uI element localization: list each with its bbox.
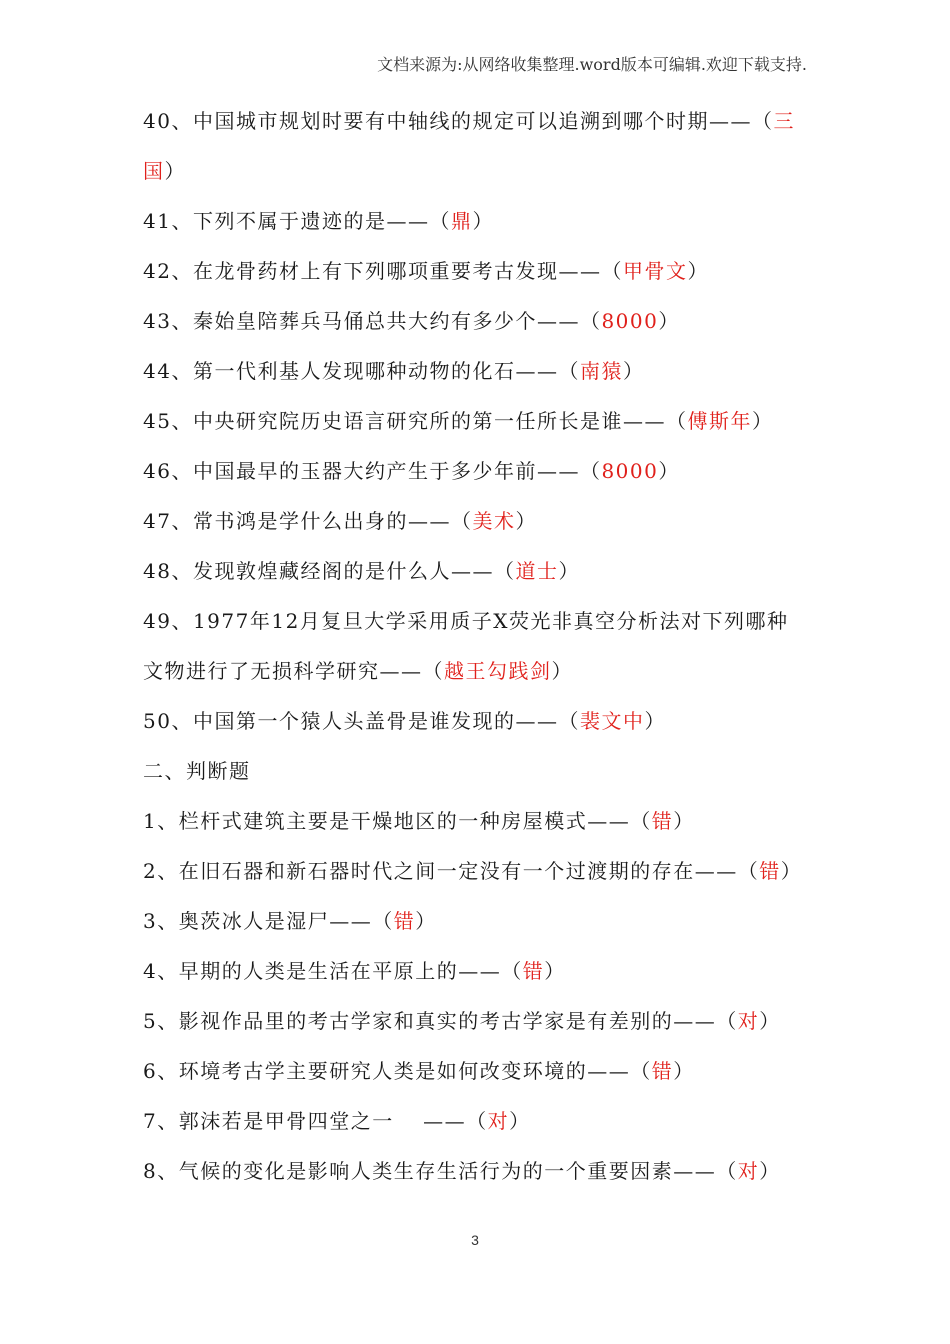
text-line <box>143 346 811 396</box>
section-heading <box>143 746 811 796</box>
closing-paren: ） <box>415 909 437 933</box>
text-line <box>143 546 811 596</box>
question-text: 2、在旧石器和新石器时代之间一定没有一个过渡期的存在——（ <box>143 859 760 883</box>
text-line <box>143 1096 811 1146</box>
question-text: 7、郭沫若是甲骨四堂之一 ——（ <box>143 1109 488 1133</box>
closing-paren: ） <box>759 1009 781 1033</box>
closing-paren: ） <box>164 159 186 183</box>
page-header: 文档来源为:从网络收集整理.word版本可编辑.欢迎下载支持. <box>377 55 807 74</box>
text-line <box>143 496 811 546</box>
question-text: 6、环境考古学主要研究人类是如何改变环境的——（ <box>143 1059 652 1083</box>
answer-text: 国 <box>143 159 165 183</box>
text-line <box>143 96 811 146</box>
question-text: 42、在龙骨药材上有下列哪项重要考古发现——（ <box>143 259 623 283</box>
text-line <box>143 846 811 896</box>
question-text: 3、奥茨冰人是湿尸——（ <box>143 909 394 933</box>
question-text: 文物进行了无损科学研究——（ <box>143 659 444 683</box>
question-text: 50、中国第一个猿人头盖骨是谁发现的——（ <box>143 709 580 733</box>
question-text: 43、秦始皇陪葬兵马俑总共大约有多少个——（ <box>143 309 602 333</box>
closing-paren: ） <box>622 359 645 383</box>
text-line <box>143 446 811 496</box>
answer-text: 错 <box>651 1059 674 1083</box>
text-line <box>143 1046 811 1096</box>
answer-text: 三 <box>773 109 795 133</box>
text-line <box>143 646 811 696</box>
text-line <box>143 796 811 846</box>
closing-paren: ） <box>558 559 580 583</box>
closing-paren: ） <box>509 1109 531 1133</box>
closing-paren: ） <box>759 1159 781 1183</box>
answer-text: 错 <box>522 959 545 983</box>
answer-text: 裴文中 <box>579 709 645 733</box>
text-line <box>143 696 811 746</box>
question-text: 4、早期的人类是生活在平原上的——（ <box>143 959 523 983</box>
text-line <box>143 196 811 246</box>
text-line <box>143 596 811 646</box>
closing-paren: ） <box>515 509 537 533</box>
answer-text: 美术 <box>472 509 516 533</box>
answer-text: 道士 <box>515 559 559 583</box>
answer-text: 南猿 <box>579 359 623 383</box>
question-text: 5、影视作品里的考古学家和真实的考古学家是有差别的——（ <box>143 1009 738 1033</box>
answer-text: 错 <box>759 859 781 883</box>
closing-paren: ） <box>687 259 709 283</box>
closing-paren: ） <box>644 709 666 733</box>
page-number: 3 <box>471 1232 479 1248</box>
question-text: 45、中央研究院历史语言研究所的第一任所长是谁——（ <box>143 409 688 433</box>
question-text: 49、1977年12月复旦大学采用质子X荧光非真空分析法对下列哪种 <box>143 609 789 633</box>
question-text: 40、中国城市规划时要有中轴线的规定可以追溯到哪个时期——（ <box>143 109 774 133</box>
text-line <box>143 396 811 446</box>
question-text: 8、气候的变化是影响人类生存生活行为的一个重要因素——（ <box>143 1159 738 1183</box>
closing-paren: ） <box>551 659 573 683</box>
answer-text: 对 <box>737 1159 760 1183</box>
document-body <box>143 96 811 1196</box>
closing-paren: ） <box>673 809 695 833</box>
question-text: 41、下列不属于遗迹的是——（ <box>143 209 451 233</box>
answer-text: 8000 <box>601 459 659 483</box>
question-text: 46、中国最早的玉器大约产生于多少年前——（ <box>143 459 602 483</box>
answer-text: 错 <box>651 809 674 833</box>
answer-text: 越王勾践剑 <box>444 659 552 683</box>
closing-paren: ） <box>472 209 494 233</box>
question-text: 44、第一代利基人发现哪种动物的化石——（ <box>143 359 580 383</box>
closing-paren: ） <box>658 459 680 483</box>
text-line <box>143 246 811 296</box>
answer-text: 对 <box>487 1109 510 1133</box>
text-line <box>143 946 811 996</box>
closing-paren: ） <box>673 1059 695 1083</box>
answer-text: 错 <box>393 909 416 933</box>
question-text: 1、栏杆式建筑主要是干燥地区的一种房屋模式——（ <box>143 809 652 833</box>
answer-text: 鼎 <box>450 209 473 233</box>
text-line <box>143 296 811 346</box>
closing-paren: ） <box>780 859 803 883</box>
closing-paren: ） <box>544 959 566 983</box>
question-text: 47、常书鸿是学什么出身的——（ <box>143 509 473 533</box>
answer-text: 甲骨文 <box>622 259 688 283</box>
closing-paren: ） <box>658 309 680 333</box>
answer-text: 对 <box>737 1009 760 1033</box>
text-line <box>143 996 811 1046</box>
question-text: 二、判断题 <box>143 759 251 783</box>
text-line <box>143 146 811 196</box>
closing-paren: ） <box>751 409 774 433</box>
question-text: 48、发现敦煌藏经阁的是什么人——（ <box>143 559 516 583</box>
answer-text: 傅斯年 <box>687 409 752 433</box>
answer-text: 8000 <box>601 309 659 333</box>
text-line <box>143 1146 811 1196</box>
text-line <box>143 896 811 946</box>
